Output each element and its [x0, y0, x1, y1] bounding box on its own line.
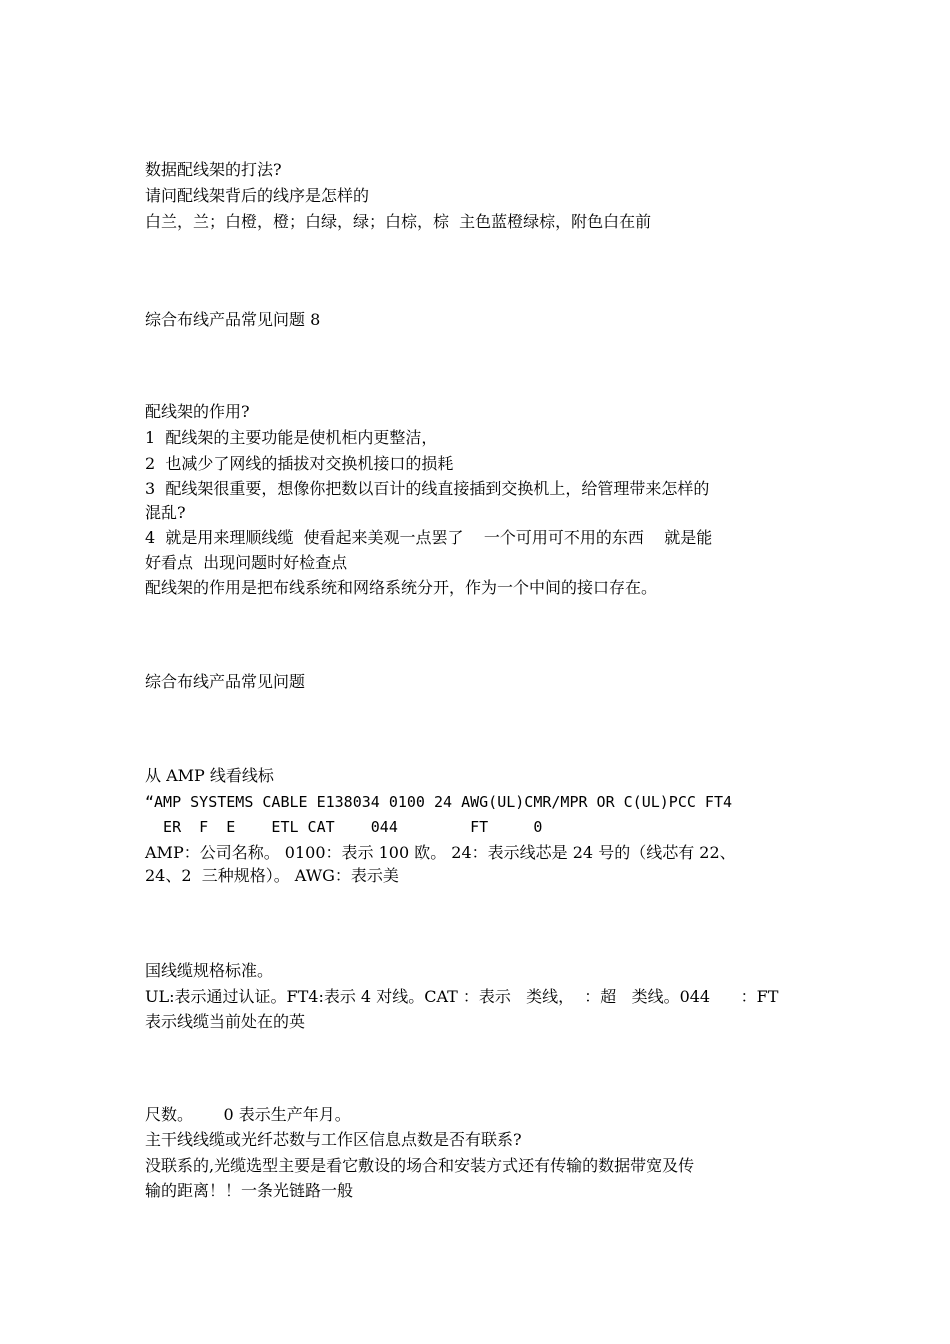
text-line: 表示线缆当前处在的英 [145, 1012, 306, 1031]
text-line: 从 AMP 线看线标 [145, 766, 274, 785]
text-line: 尺数。 0 表示生产年月。 [145, 1105, 351, 1124]
text-line: 2 也减少了网线的插拔对交换机接口的损耗 [145, 454, 454, 473]
text-line: 配线架的作用是把布线系统和网络系统分开，作为一个中间的接口存在。 [145, 578, 658, 597]
question-title: 主干线线缆或光纤芯数与工作区信息点数是否有联系? [145, 1130, 522, 1149]
text-line: 白兰，兰；白橙，橙；白绿，绿；白棕，棕 主色蓝橙绿棕，附色白在前 [145, 212, 652, 231]
text-line: 4 就是用来理顺线缆 使看起来美观一点罢了 一个可用可不用的东西 就是能 [145, 528, 713, 547]
cable-marking-line: “AMP SYSTEMS CABLE E138034 0100 24 AWG(UL)CMR/MPR OR C(UL)PCC FT4 [145, 793, 732, 811]
text-line: 输的距离！！一条光链路一般 [145, 1181, 354, 1200]
text-line: 3 配线架很重要，想像你把数以百计的线直接插到交换机上，给管理带来怎样的 [145, 479, 710, 498]
text-line: AMP：公司名称。 0100：表示 100 欧。 24：表示线芯是 24 号的（线芯有 22、 [145, 843, 736, 862]
text-line: 好看点 出现问题时好检查点 [145, 553, 348, 572]
text-line: 混乱? [145, 503, 186, 522]
text-line: 没联系的,光缆选型主要是看它敷设的场合和安装方式还有传输的数据带宽及传 [145, 1156, 695, 1175]
section-heading: 综合布线产品常见问题 8 [145, 310, 321, 329]
question-title: 数据配线架的打法? [145, 160, 282, 179]
section-heading: 综合布线产品常见问题 [145, 672, 306, 691]
text-line: 请问配线架背后的线序是怎样的 [145, 186, 370, 205]
text-line: 国线缆规格标准。 [145, 961, 274, 980]
text-line: 1 配线架的主要功能是使机柜内更整洁， [145, 428, 438, 447]
cable-marking-line: ER F E ETL CAT 044 FT 0 [145, 818, 543, 836]
text-line: UL:表示通过认证。FT4:表示 4 对线。CAT ：表示 类线， ：超 类线。044 ：FT [145, 987, 779, 1006]
question-title: 配线架的作用? [145, 402, 250, 421]
text-line: 24、2 三种规格）。 AWG：表示美 [145, 866, 399, 885]
